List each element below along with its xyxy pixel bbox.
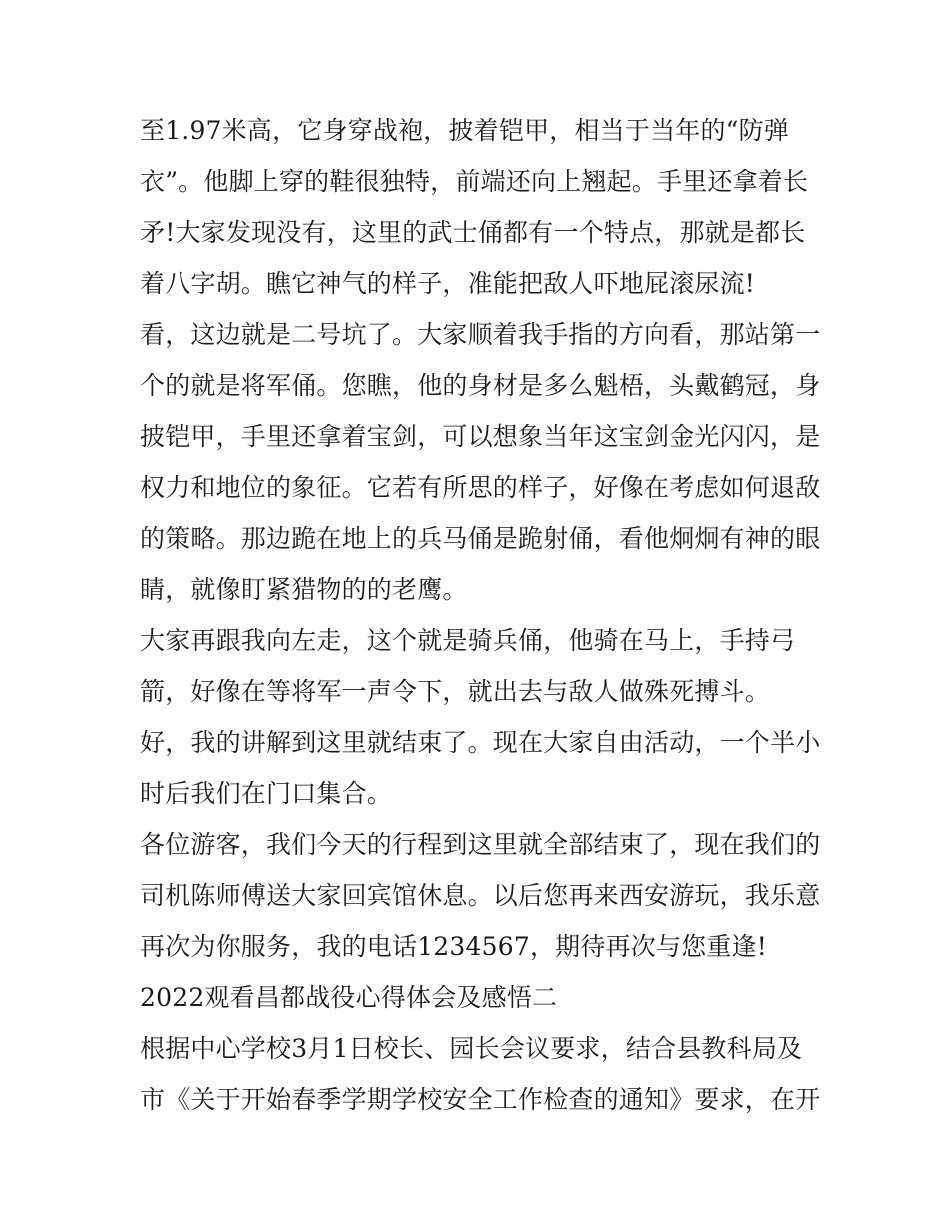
document-body [140,105,821,1125]
text-line-8: 权力和地位的象征。它若有所思的样子，好像在考虑如何退敌 [140,473,821,502]
text-line-10: 睛，就像盯紧猎物的的老鹰。 [140,575,468,604]
text-line-12: 箭，好像在等将军一声令下，就出去与敌人做殊死搏斗。 [140,677,771,706]
text-line-7: 披铠甲，手里还拿着宝剑，可以想象当年这宝剑金光闪闪，是 [140,422,821,451]
text-line-1: 至1.97米高，它身穿战袍，披着铠甲，相当于当年的“防弹 [140,116,790,145]
text-line-14: 时后我们在门口集合。 [140,779,393,808]
text-line-20: 市《关于开始春季学期学校安全工作检查的通知》要求，在开 [140,1085,821,1114]
text-line-5: 看，这边就是二号坑了。大家顺着我手指的方向看，那站第一 [140,320,821,349]
text-line-2: 衣”。他脚上穿的鞋很独特，前端还向上翘起。手里还拿着长 [140,167,809,196]
text-line-13: 好，我的讲解到这里就结束了。现在大家自由活动，一个半小 [140,728,821,757]
text-line-6: 个的就是将军俑。您瞧，他的身材是多么魁梧，头戴鹤冠，身 [140,371,821,400]
text-line-9: 的策略。那边跪在地上的兵马俑是跪射俑，看他炯炯有神的眼 [140,524,821,553]
text-line-15: 各位游客，我们今天的行程到这里就全部结束了，现在我们的 [140,830,821,859]
text-line-4: 着八字胡。瞧它神气的样子，准能把敌人吓地屁滚尿流! [140,269,756,298]
text-line-11: 大家再跟我向左走，这个就是骑兵俑，他骑在马上，手持弓 [140,626,796,655]
text-line-16: 司机陈师傅送大家回宾馆休息。以后您再来西安游玩，我乐意 [140,881,821,910]
text-line-17: 再次为你服务，我的电话1234567，期待再次与您重逢! [140,932,767,961]
text-line-3: 矛!大家发现没有，这里的武士俑都有一个特点，那就是都长 [140,218,806,247]
section-heading: 2022观看昌都战役心得体会及感悟二 [140,983,558,1012]
text-line-19: 根据中心学校3月1日校长、园长会议要求，结合县教科局及 [140,1034,803,1063]
